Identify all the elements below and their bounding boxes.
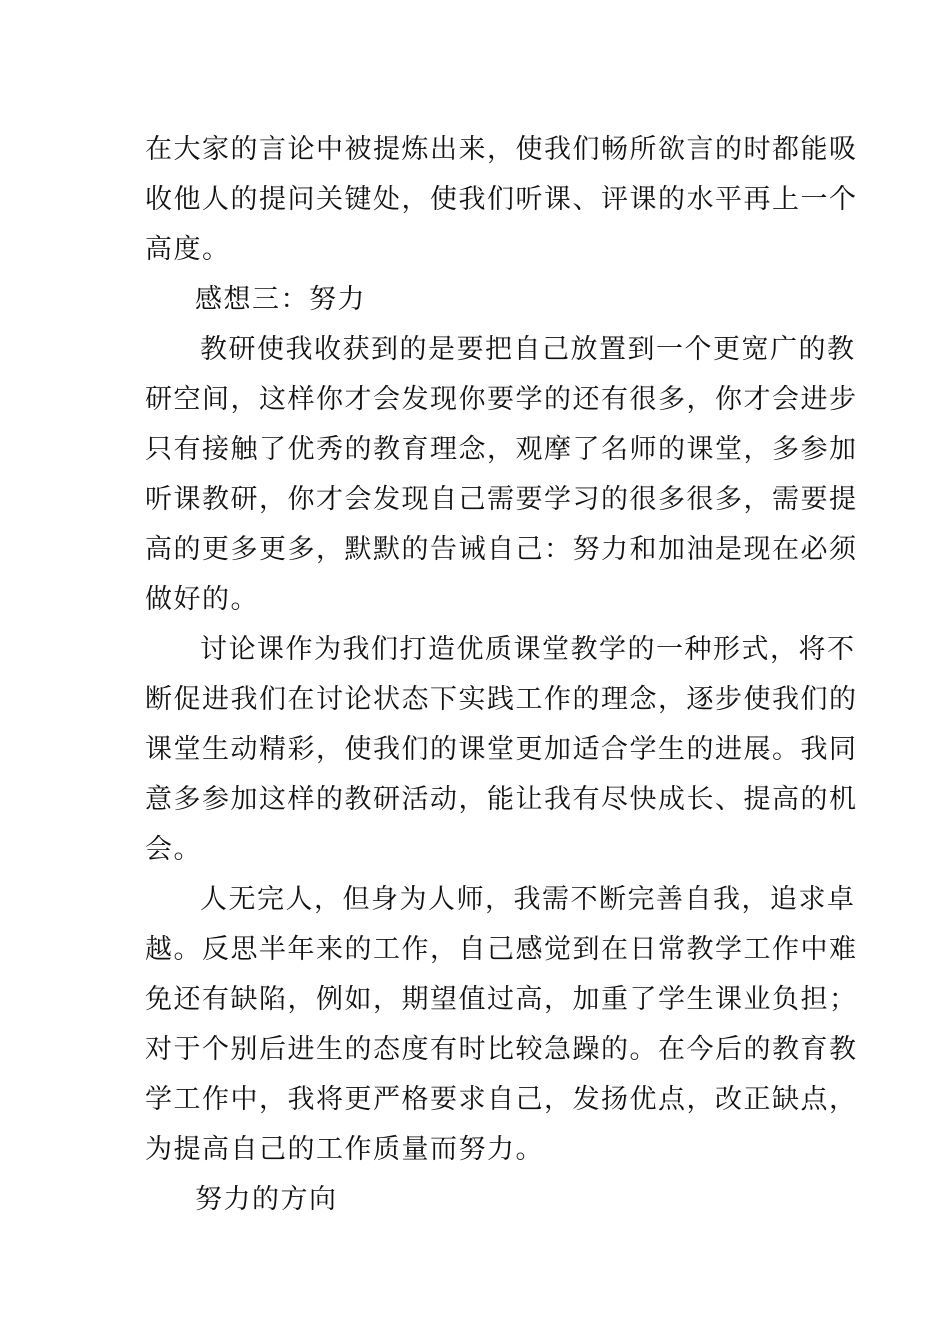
section-heading: 努力的方向 bbox=[195, 1184, 338, 1215]
text-line: 教研使我收获到的是要把自己放置到一个更宽广的教 bbox=[200, 334, 856, 365]
text-line: 收他人的提问关键处，使我们听课、评课的水平再上一个 bbox=[145, 184, 858, 215]
text-line: 高度。 bbox=[145, 234, 231, 265]
text-line: 课堂生动精彩，使我们的课堂更加适合学生的进展。我同 bbox=[145, 734, 858, 765]
text-line: 在大家的言论中被提炼出来，使我们畅所欲言的时都能吸 bbox=[145, 134, 858, 165]
text-line: 越。反思半年来的工作，自己感觉到在日常教学工作中难 bbox=[145, 934, 858, 965]
text-line: 人无完人，但身为人师，我需不断完善自我，追求卓 bbox=[200, 884, 856, 915]
text-line: 为提高自己的工作质量而努力。 bbox=[145, 1134, 544, 1165]
text-line: 意多参加这样的教研活动，能让我有尽快成长、提高的机 bbox=[145, 784, 858, 815]
text-line: 高的更多更多，默默的告诫自己：努力和加油是现在必须 bbox=[145, 534, 858, 565]
text-line: 会。 bbox=[145, 834, 202, 865]
text-line: 对于个别后进生的态度有时比较急躁的。在今后的教育教 bbox=[145, 1034, 858, 1065]
text-line: 讨论课作为我们打造优质课堂教学的一种形式，将不 bbox=[200, 634, 856, 665]
text-line: 听课教研，你才会发现自己需要学习的很多很多，需要提 bbox=[145, 484, 858, 515]
text-line: 免还有缺陷，例如，期望值过高，加重了学生课业负担； bbox=[145, 984, 858, 1015]
text-line: 学工作中，我将更严格要求自己，发扬优点，改正缺点， bbox=[145, 1084, 858, 1115]
text-line: 断促进我们在讨论状态下实践工作的理念，逐步使我们的 bbox=[145, 684, 858, 715]
section-heading: 感想三：努力 bbox=[195, 284, 366, 315]
text-line: 做好的。 bbox=[145, 584, 259, 615]
text-line: 研空间，这样你才会发现你要学的还有很多，你才会进步 bbox=[145, 384, 858, 415]
text-line: 只有接触了优秀的教育理念，观摩了名师的课堂，多参加 bbox=[145, 434, 858, 465]
